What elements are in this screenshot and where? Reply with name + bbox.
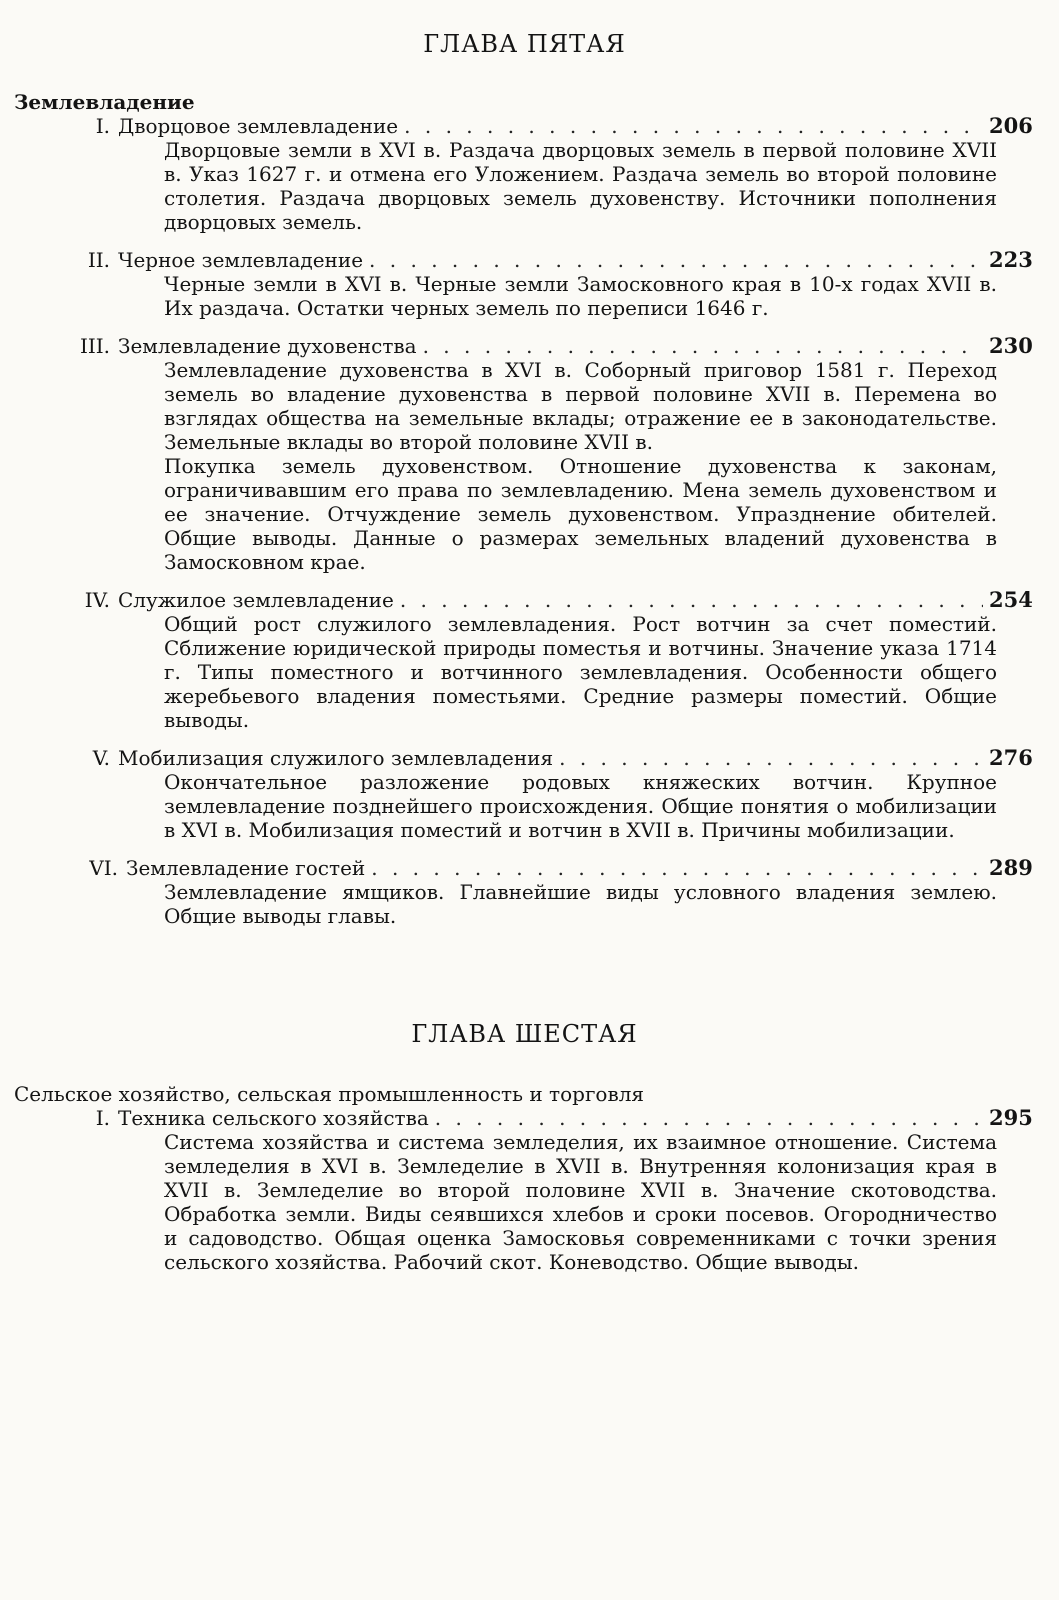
entry-number: II. (87, 248, 110, 272)
entry-number: IV. (84, 588, 110, 612)
entry-description (164, 272, 997, 320)
entry-title: Землевладение гостей (126, 856, 366, 880)
entry-description-text: Землевладение духовенства в XVI в. Соборный приговор 1581 г. Переход земель во владение духовенства в первой половине XVII в. Перемена во взглядах общества на земельные вклады; отражение ее в законодательстве. Земельные вклады во второй половине XVII в. (164, 358, 997, 454)
entry-description (164, 612, 997, 732)
entry-page-number: 206 (989, 113, 1033, 138)
entry-description (164, 1130, 997, 1274)
entry-number: VI. (89, 856, 118, 880)
dot-leader (400, 588, 983, 612)
entry-number: I. (95, 1106, 110, 1130)
toc-entry-ch5-2 (20, 247, 1033, 320)
entry-title: Черное землевладение (118, 248, 364, 272)
entry-number: I. (95, 114, 110, 138)
chapter-6-heading: ГЛАВА ШЕСТАЯ (411, 1020, 638, 1048)
entry-page-number: 223 (989, 247, 1033, 272)
chapter-5-subject: Землевладение (14, 90, 195, 114)
entry-number: V. (92, 746, 110, 770)
entry-title: Техника сельского хозяйства (118, 1106, 429, 1130)
entry-description (164, 770, 997, 842)
entry-description-text: Система хозяйства и система земледелия, их взаимное отношение. Система земледелия в XVI в. Земледелие в XVII в. Внутренняя колонизация края в XVII в. Земледелие во второй половине XVII в. Значение скотоводства. Обработка земли. Виды сеявшихся хлебов и сроки посевов. Огородничество и садоводство. Общая оценка Замосковья современниками с точки зрения сельского хозяйства. Рабочий скот. Коневодство. Общие выводы. (164, 1130, 997, 1274)
dot-leader (371, 856, 983, 880)
entry-number: III. (79, 334, 110, 358)
entry-title: Служилое землевладение (118, 588, 394, 612)
dot-leader (369, 248, 983, 272)
entry-page-number: 254 (989, 587, 1033, 612)
entry-description (164, 880, 997, 928)
dot-leader (423, 334, 983, 358)
entry-description-text: Покупка земель духовенством. Отношение духовенства к законам, ограничивавшим его права по землевладению. Мена земель духовенством и ее значение. Отчуждение земель духовенством. Упразднение обителей. Общие выводы. Данные о размерах земельных владений духовенства в Замосковном крае. (164, 454, 997, 574)
entry-description-text: Общий рост служилого землевладения. Рост вотчин за счет поместий. Сближение юридической природы поместья и вотчины. Значение указа 1714 г. Типы поместного и вотчинного землевладения. Особенности общего жеребьевого владения поместьями. Средние размеры поместий. Общие выводы. (164, 612, 997, 732)
dot-leader (559, 746, 983, 770)
entry-page-number: 230 (989, 333, 1033, 358)
entry-description-text: Черные земли в XVI в. Черные земли Замосковного края в 10-х годах XVII в. Их раздача. Остатки черных земель по переписи 1646 г. (164, 272, 997, 320)
entry-description-text: Окончательное разложение родовых княжеских вотчин. Крупное землевладение позднейшего происхождения. Общие понятия о мобилизации в XVI в. Мобилизация поместий и вотчин в XVII в. Причины мобилизации. (164, 770, 997, 842)
dot-leader (435, 1106, 983, 1130)
toc-entry-ch5-3 (20, 333, 1033, 574)
entry-title: Мобилизация служилого землевладения (118, 746, 554, 770)
toc-entry-ch5-6 (20, 855, 1033, 928)
chapter-6-subject: Сельское хозяйство, сельская промышленность и торговля (14, 1082, 645, 1106)
entry-description (164, 138, 997, 234)
entry-description-text: Дворцовые земли в XVI в. Раздача дворцовых земель в первой половине XVII в. Указ 1627 г. и отмена его Уложением. Раздача земель во второй половине столетия. Раздача дворцовых земель духовенству. Источники пополнения дворцовых земель. (164, 138, 997, 234)
dot-leader (404, 114, 983, 138)
entry-page-number: 295 (989, 1105, 1033, 1130)
entry-page-number: 276 (989, 745, 1033, 770)
toc-entry-ch5-5 (20, 745, 1033, 842)
entry-page-number: 289 (989, 855, 1033, 880)
toc-entry-ch5-4 (20, 587, 1033, 732)
toc-entry-ch5-1 (20, 113, 1033, 234)
chapter-5-heading: ГЛАВА ПЯТАЯ (423, 30, 626, 58)
entry-title: Землевладение духовенства (118, 334, 417, 358)
entry-description (164, 358, 997, 574)
toc-entry-ch6-1 (20, 1105, 1033, 1274)
entry-title: Дворцовое землевладение (118, 114, 399, 138)
entry-description-text: Землевладение ямщиков. Главнейшие виды условного владения землею. Общие выводы главы. (164, 880, 997, 928)
